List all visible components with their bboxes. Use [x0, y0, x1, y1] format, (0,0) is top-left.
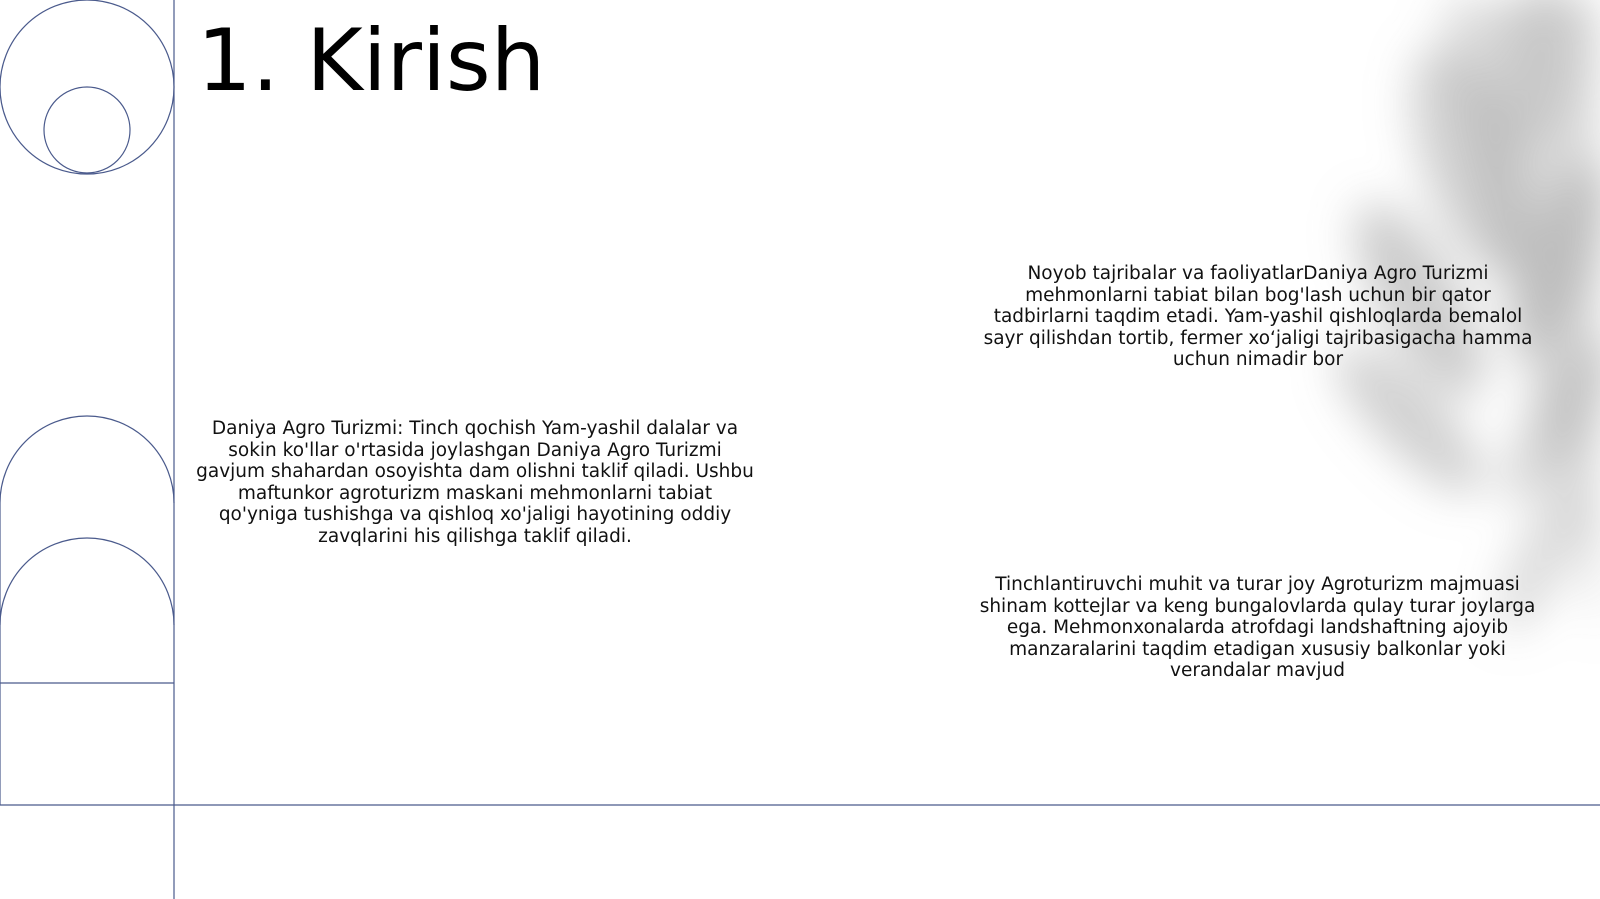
experiences-paragraph: Noyob tajribalar va faoliyatlarDaniya Agro Turizmi mehmonlarni tabiat bilan bog'lash uchun bir qator tadbirlarni taqdim etadi. Yam-yashil qishloqlarda bemalol sayr qilishdan tortib, fermer xo‘jaligi tajribasigacha hamma uchun nimadir bor — [983, 263, 1533, 370]
intro-paragraph: Daniya Agro Turizmi: Tinch qochish Yam-yashil dalalar va sokin ko'llar o'rtasida joylashgan Daniya Agro Turizmi gavjum shahardan osoyishta dam olishni taklif qiladi. Ushbu maftunkor agroturizm maskani mehmonlarni tabiat qo'yniga tushishga va qishloq xo'jaligi hayotining oddiy zavqlarini his qilishga taklif qiladi. — [196, 418, 754, 547]
lower-arch-icon — [0, 538, 174, 625]
small-circle-icon — [44, 87, 130, 173]
environment-paragraph: Tinchlantiruvchi muhit va turar joy Agroturizm majmuasi shinam kottejlar va keng bungalovlarda qulay turar joylarga ega. Mehmonxonalarda atrofdagi landshaftning ajoyib manzaralarini taqdim etadigan xususiy balkonlar yoki verandalar mavjud — [979, 574, 1536, 681]
upper-arch-icon — [0, 416, 174, 503]
slide-title: 1. Kirish — [197, 11, 546, 111]
